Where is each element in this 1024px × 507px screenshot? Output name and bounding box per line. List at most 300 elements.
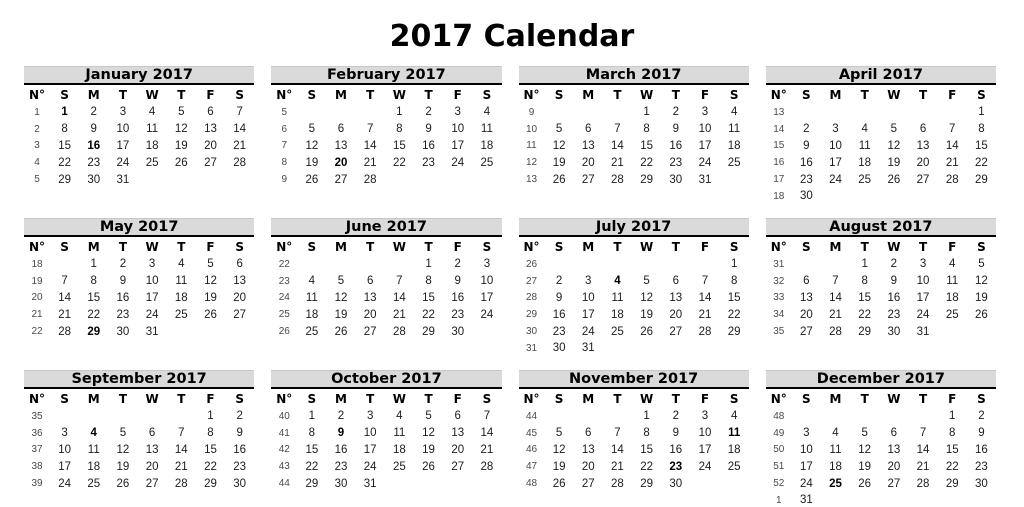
day-cell: 30	[669, 173, 683, 186]
weekday-header: S	[977, 240, 986, 254]
week-number: 39	[31, 478, 43, 490]
day-cell: 9	[337, 427, 345, 440]
weekday-header: T	[860, 88, 869, 102]
day-cell: 25	[480, 156, 494, 169]
day-cell: 28	[392, 325, 406, 338]
day-cell: 5	[207, 258, 214, 271]
day-cell: 21	[829, 308, 842, 321]
weekday-header: W	[145, 392, 159, 406]
day-cell: 3	[366, 410, 374, 423]
day-cell: 17	[698, 139, 712, 152]
day-cell: 4	[90, 427, 97, 440]
weekday-header: T	[424, 392, 433, 406]
week-number-header: N°	[770, 240, 787, 254]
weekday-header: T	[613, 392, 622, 406]
weekday-header: T	[118, 240, 128, 254]
weekday-header-row	[766, 238, 996, 256]
day-cell: 24	[916, 308, 930, 321]
day-cell: 1	[643, 106, 650, 119]
day-cell: 3	[701, 410, 709, 423]
day-cell: 6	[148, 427, 156, 440]
month-november	[519, 370, 749, 507]
day-cell: 15	[204, 443, 217, 456]
day-cell: 16	[233, 443, 247, 456]
week-number: 6	[281, 123, 288, 135]
week-number-header: N°	[770, 88, 787, 102]
week-row	[24, 256, 254, 273]
day-cell: 20	[799, 308, 813, 321]
day-cell: 2	[337, 410, 345, 423]
day-cell: 3	[701, 106, 709, 119]
weekday-header: W	[145, 240, 159, 254]
month-february	[271, 66, 501, 218]
day-cell: 22	[975, 156, 988, 169]
day-cell: 10	[116, 123, 130, 136]
day-cell: 19	[552, 156, 566, 169]
week-number: 30	[525, 326, 538, 338]
week-number: 7	[281, 140, 288, 152]
weekday-header: W	[392, 88, 406, 102]
day-cell: 18	[87, 460, 101, 473]
calendar-grid	[24, 66, 996, 507]
day-cell: 19	[640, 308, 654, 321]
day-cell: 14	[611, 139, 624, 152]
day-cell: 8	[425, 275, 432, 288]
page-title: 2017 Calendar	[389, 19, 635, 54]
weekday-header: S	[307, 392, 317, 406]
day-cell: 2	[90, 106, 97, 119]
day-cell: 17	[145, 291, 159, 304]
week-row	[519, 256, 749, 273]
week-row	[519, 458, 749, 475]
day-cell: 9	[119, 275, 127, 288]
week-row	[766, 171, 996, 188]
day-cell: 20	[916, 156, 930, 169]
week-number: 42	[278, 444, 290, 456]
day-cell: 23	[422, 156, 435, 169]
day-cell: 2	[890, 258, 898, 271]
weekday-header-row	[519, 390, 749, 408]
week-number: 1	[34, 106, 40, 118]
month-june	[271, 218, 501, 370]
weekday-header: S	[729, 392, 739, 406]
week-number: 22	[31, 326, 43, 338]
day-cell: 13	[204, 123, 217, 136]
day-cell: 18	[829, 460, 842, 473]
day-cell: 25	[829, 477, 842, 490]
day-cell: 5	[178, 106, 185, 119]
day-cell: 6	[585, 427, 592, 440]
day-cell: 18	[392, 443, 406, 456]
day-cell: 22	[727, 308, 741, 321]
day-cell: 27	[204, 156, 217, 169]
week-number: 13	[525, 174, 538, 186]
day-cell: 8	[730, 275, 738, 288]
weekday-header: F	[700, 240, 710, 254]
day-cell: 1	[978, 106, 985, 119]
day-cell: 25	[174, 308, 188, 321]
day-cell: 29	[727, 325, 741, 338]
month-august	[766, 218, 996, 370]
week-row	[519, 273, 749, 290]
week-number: 40	[278, 410, 290, 422]
weekday-header: T	[671, 240, 680, 254]
day-cell: 10	[581, 291, 595, 304]
day-cell: 7	[366, 123, 374, 136]
day-cell: 24	[829, 173, 842, 186]
weekday-header: T	[860, 240, 869, 254]
week-row	[519, 171, 749, 188]
week-number: 18	[31, 258, 43, 270]
week-row	[519, 425, 749, 442]
day-cell: 6	[585, 123, 592, 136]
month-title: July 2017	[519, 218, 749, 237]
week-number: 52	[773, 478, 785, 490]
week-number: 3	[34, 140, 40, 152]
day-cell: 29	[858, 325, 872, 338]
week-row	[519, 121, 749, 138]
day-cell: 17	[829, 156, 842, 169]
weekday-header: S	[482, 88, 492, 102]
day-cell: 19	[116, 460, 130, 473]
week-row	[24, 475, 254, 492]
day-cell: 30	[887, 325, 901, 338]
day-cell: 3	[148, 258, 156, 271]
weekday-header: T	[118, 88, 128, 102]
month-may	[24, 218, 254, 370]
weekday-header: S	[60, 88, 69, 102]
day-cell: 10	[829, 139, 842, 152]
week-row	[24, 121, 254, 138]
day-cell: 17	[116, 139, 130, 152]
day-cell: 22	[87, 308, 101, 321]
day-cell: 5	[337, 275, 345, 288]
day-cell: 23	[451, 308, 465, 321]
day-cell: 22	[640, 460, 654, 473]
week-number: 36	[31, 427, 43, 439]
day-cell: 20	[145, 460, 159, 473]
day-cell: 1	[730, 258, 738, 271]
week-row	[519, 104, 749, 121]
weekday-header: S	[307, 240, 317, 254]
day-cell: 7	[61, 275, 68, 288]
day-cell: 8	[90, 275, 97, 288]
day-cell: 10	[698, 123, 712, 136]
day-cell: 9	[978, 427, 985, 440]
week-number: 9	[281, 174, 288, 186]
day-cell: 6	[672, 275, 679, 288]
weekday-header-row	[271, 86, 501, 104]
day-cell: 16	[116, 291, 130, 304]
week-number: 11	[526, 140, 537, 152]
day-cell: 28	[611, 477, 624, 490]
day-cell: 9	[90, 123, 97, 136]
day-cell: 4	[483, 106, 491, 119]
weekday-header: M	[829, 240, 842, 254]
weekday-header-row	[519, 238, 749, 256]
week-row	[766, 306, 996, 323]
week-number: 50	[773, 444, 785, 456]
day-cell: 25	[727, 156, 741, 169]
month-title: September 2017	[24, 370, 254, 389]
week-number: 4	[34, 157, 40, 169]
day-cell: 23	[87, 156, 101, 169]
week-number: 35	[31, 410, 43, 422]
day-cell: 29	[58, 173, 71, 186]
day-cell: 23	[334, 460, 348, 473]
day-cell: 9	[672, 123, 679, 136]
day-cell: 27	[916, 173, 930, 186]
week-number: 15	[773, 140, 785, 152]
day-cell: 1	[90, 258, 97, 271]
day-cell: 20	[363, 308, 377, 321]
day-cell: 17	[581, 308, 595, 321]
week-number: 47	[525, 461, 538, 473]
month-december	[766, 370, 996, 507]
day-cell: 18	[727, 139, 741, 152]
day-cell: 23	[799, 173, 813, 186]
day-cell: 15	[87, 291, 101, 304]
weekday-header: S	[977, 88, 986, 102]
day-cell: 27	[887, 477, 901, 490]
day-cell: 12	[552, 139, 566, 152]
day-cell: 15	[945, 443, 959, 456]
day-cell: 19	[305, 156, 319, 169]
day-cell: 18	[858, 156, 872, 169]
day-cell: 7	[396, 275, 403, 288]
week-row	[24, 442, 254, 459]
day-cell: 29	[640, 173, 654, 186]
day-cell: 26	[552, 477, 566, 490]
day-cell: 14	[174, 443, 188, 456]
day-cell: 10	[58, 443, 71, 456]
day-cell: 21	[480, 443, 494, 456]
day-cell: 15	[58, 139, 71, 152]
day-cell: 2	[555, 275, 563, 288]
weekday-header: T	[366, 88, 375, 102]
day-cell: 15	[422, 291, 435, 304]
day-cell: 13	[669, 291, 683, 304]
week-number-header: N°	[28, 88, 46, 102]
day-cell: 16	[552, 308, 566, 321]
day-cell: 29	[975, 173, 988, 186]
day-cell: 22	[204, 460, 217, 473]
week-number: 22	[278, 258, 290, 270]
week-number: 17	[773, 174, 785, 186]
week-row	[24, 104, 254, 121]
day-cell: 8	[861, 275, 868, 288]
weekday-header: M	[335, 240, 347, 254]
week-number: 44	[278, 478, 290, 490]
day-cell: 6	[803, 275, 810, 288]
day-cell: 27	[451, 460, 465, 473]
day-cell: 26	[334, 325, 348, 338]
day-cell: 21	[698, 308, 712, 321]
day-cell: 11	[728, 123, 741, 136]
day-cell: 12	[552, 443, 566, 456]
day-cell: 29	[87, 325, 101, 338]
day-cell: 21	[392, 308, 406, 321]
day-cell: 11	[146, 123, 159, 136]
day-cell: 17	[451, 139, 465, 152]
day-cell: 24	[581, 325, 595, 338]
day-cell: 3	[832, 123, 839, 136]
day-cell: 11	[393, 427, 406, 440]
day-cell: 30	[451, 325, 465, 338]
day-cell: 6	[454, 410, 461, 423]
week-row	[271, 408, 501, 425]
day-cell: 18	[305, 308, 319, 321]
week-row	[766, 121, 996, 138]
week-number: 49	[773, 427, 785, 439]
week-number-header: N°	[276, 88, 293, 102]
month-title: August 2017	[766, 218, 996, 237]
day-cell: 10	[145, 275, 159, 288]
day-cell: 19	[975, 291, 988, 304]
week-row	[24, 154, 254, 171]
day-cell: 13	[334, 139, 348, 152]
day-cell: 27	[363, 325, 377, 338]
day-cell: 7	[701, 275, 709, 288]
day-cell: 10	[916, 275, 930, 288]
day-cell: 2	[454, 258, 461, 271]
day-cell: 22	[58, 156, 71, 169]
week-number: 2	[34, 123, 40, 135]
week-number-header: N°	[523, 392, 540, 406]
weekday-header: F	[206, 240, 215, 254]
week-row	[766, 138, 996, 155]
day-cell: 1	[308, 410, 316, 423]
week-row	[271, 256, 501, 273]
day-cell: 7	[236, 106, 243, 119]
week-row	[766, 408, 996, 425]
weekday-header-row	[519, 86, 749, 104]
day-cell: 5	[119, 427, 127, 440]
day-cell: 23	[233, 460, 247, 473]
day-cell: 28	[698, 325, 712, 338]
week-row	[519, 306, 749, 323]
day-cell: 20	[669, 308, 683, 321]
day-cell: 8	[396, 123, 403, 136]
month-april	[766, 66, 996, 218]
day-cell: 19	[858, 460, 872, 473]
day-cell: 3	[454, 106, 461, 119]
day-cell: 29	[640, 477, 654, 490]
day-cell: 24	[145, 308, 159, 321]
weekday-header: S	[729, 88, 739, 102]
day-cell: 19	[422, 443, 435, 456]
day-cell: 25	[858, 173, 872, 186]
month-title: December 2017	[766, 370, 996, 389]
month-july	[519, 218, 749, 370]
day-cell: 10	[698, 427, 712, 440]
weekday-header: T	[613, 88, 622, 102]
day-cell: 5	[425, 410, 432, 423]
day-cell: 2	[236, 410, 243, 423]
day-cell: 31	[799, 494, 813, 507]
weekday-header: T	[613, 240, 622, 254]
day-cell: 4	[396, 410, 403, 423]
week-row	[271, 273, 501, 290]
weekday-header: W	[392, 392, 406, 406]
week-number: 19	[31, 275, 43, 287]
week-number-header: N°	[28, 392, 46, 406]
day-cell: 12	[116, 443, 130, 456]
week-number-header: N°	[276, 392, 293, 406]
week-number: 51	[773, 461, 785, 473]
day-cell: 28	[611, 173, 624, 186]
day-cell: 17	[698, 443, 712, 456]
day-cell: 30	[116, 325, 130, 338]
day-cell: 12	[422, 427, 435, 440]
week-number: 48	[773, 410, 785, 422]
day-cell: 21	[363, 156, 377, 169]
weekday-header: M	[87, 240, 100, 254]
week-number: 35	[773, 326, 785, 338]
week-row	[271, 154, 501, 171]
weekday-header: T	[918, 392, 928, 406]
day-cell: 1	[425, 258, 432, 271]
weekday-header: F	[700, 88, 710, 102]
weekday-header: S	[554, 240, 564, 254]
day-cell: 6	[236, 258, 243, 271]
weekday-header: S	[235, 88, 244, 102]
day-cell: 6	[207, 106, 214, 119]
week-number: 31	[525, 342, 538, 354]
weekday-header: F	[948, 88, 957, 102]
week-number: 32	[773, 275, 785, 287]
weekday-header: M	[582, 240, 595, 254]
weekday-header: T	[118, 392, 128, 406]
day-cell: 25	[305, 325, 319, 338]
day-cell: 14	[58, 291, 71, 304]
day-cell: 11	[946, 275, 959, 288]
day-cell: 27	[334, 173, 348, 186]
weekday-header: T	[918, 240, 928, 254]
day-cell: 27	[799, 325, 813, 338]
day-cell: 16	[87, 139, 101, 152]
week-number: 18	[773, 190, 785, 202]
week-number-header: N°	[276, 240, 293, 254]
day-cell: 9	[672, 427, 679, 440]
day-cell: 29	[422, 325, 435, 338]
week-number: 38	[31, 461, 43, 473]
day-cell: 26	[640, 325, 654, 338]
weekday-header: F	[206, 88, 215, 102]
week-row	[519, 475, 749, 492]
week-row	[271, 121, 501, 138]
day-cell: 18	[945, 291, 959, 304]
week-row	[24, 273, 254, 290]
day-cell: 11	[305, 291, 318, 304]
weekday-header: T	[366, 392, 375, 406]
day-cell: 16	[887, 291, 901, 304]
day-cell: 19	[204, 291, 217, 304]
day-cell: 14	[916, 443, 930, 456]
weekday-header: S	[802, 240, 811, 254]
day-cell: 2	[119, 258, 127, 271]
day-cell: 16	[669, 443, 683, 456]
day-cell: 13	[916, 139, 930, 152]
week-number: 41	[278, 427, 290, 439]
weekday-header: M	[335, 88, 347, 102]
week-row	[766, 154, 996, 171]
day-cell: 12	[204, 275, 217, 288]
day-cell: 18	[611, 308, 624, 321]
week-row	[519, 154, 749, 171]
week-row	[271, 138, 501, 155]
day-cell: 14	[945, 139, 959, 152]
